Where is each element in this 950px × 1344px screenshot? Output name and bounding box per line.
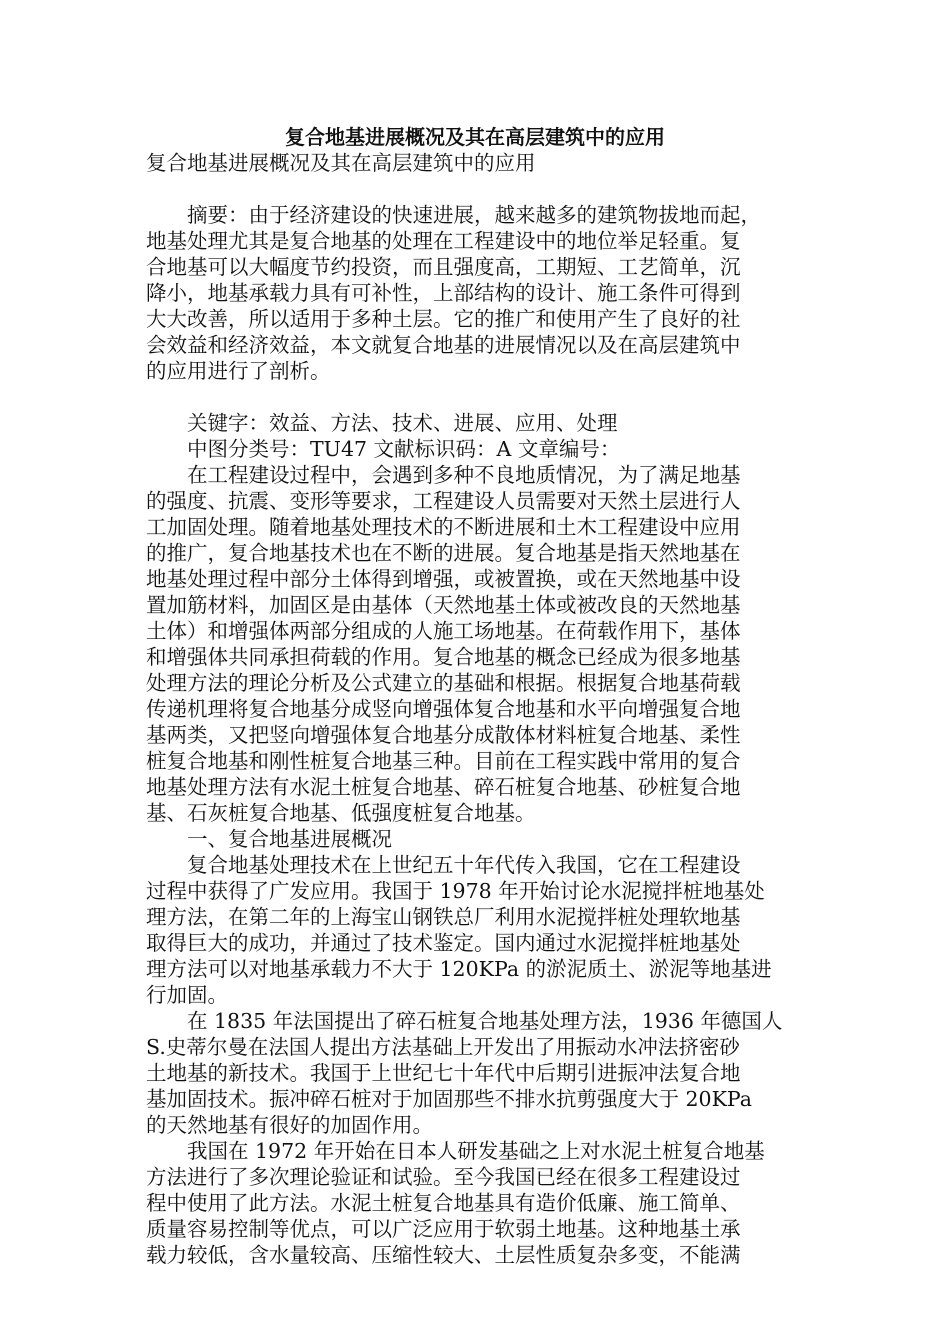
- classification-line: 中图分类号：TU47 文献标识码：A 文章编号：: [146, 437, 621, 461]
- body-line: 桩复合地基和刚性桩复合地基三种。目前在工程实践中常用的复合: [146, 749, 741, 773]
- subtitle-line: 复合地基进展概况及其在高层建筑中的应用: [146, 151, 536, 175]
- body-line: 过程中获得了广发应用。我国于 1978 年开始讨论水泥搅拌桩地基处: [146, 879, 765, 903]
- body-line: 理方法可以对地基承载力不大于 120KPa 的淤泥质土、淤泥等地基进: [146, 957, 772, 981]
- abstract-line: 大大改善，所以适用于多种土层。它的推广和使用产生了良好的社: [146, 307, 741, 331]
- body-line: S.史蒂尔曼在法国人提出方法基础上开发出了用振动水冲法挤密砂: [146, 1035, 740, 1059]
- body-line: 质量容易控制等优点，可以广泛应用于软弱土地基。这种地基土承: [146, 1217, 741, 1241]
- body-line: 地基处理过程中部分土体得到增强，或被置换，或在天然地基中设: [146, 567, 741, 591]
- body-line: 基加固技术。振冲碎石桩对于加固那些不排水抗剪强度大于 20KPa: [146, 1087, 753, 1111]
- body-line: 处理方法的理论分析及公式建立的基础和根据。根据复合地基荷载: [146, 671, 741, 695]
- body-line: 的推广，复合地基技术也在不断的进展。复合地基是指天然地基在: [146, 541, 741, 565]
- abstract-line: 地基处理尤其是复合地基的处理在工程建设中的地位举足轻重。复: [146, 229, 741, 253]
- body-line: 载力较低，含水量较高、压缩性较大、土层性质复杂多变，不能满: [146, 1243, 741, 1267]
- body-line: 传递机理将复合地基分成竖向增强体复合地基和水平向增强复合地: [146, 697, 741, 721]
- section-heading: 一、复合地基进展概况: [146, 827, 392, 851]
- body-line: 我国在 1972 年开始在日本人研发基础之上对水泥土桩复合地基: [146, 1139, 765, 1163]
- body-line: 复合地基处理技术在上世纪五十年代传入我国，它在工程建设: [146, 853, 741, 877]
- body-line: 基两类，又把竖向增强体复合地基分成散体材料桩复合地基、柔性: [146, 723, 741, 747]
- body-line: 的天然地基有很好的加固作用。: [146, 1113, 433, 1137]
- body-line: 行加固。: [146, 983, 228, 1007]
- body-line: 方法进行了多次理论验证和试验。至今我国已经在很多工程建设过: [146, 1165, 741, 1189]
- document-title: 复合地基进展概况及其在高层建筑中的应用: [285, 125, 665, 149]
- body-line: 地基处理方法有水泥土桩复合地基、碎石桩复合地基、砂桩复合地: [146, 775, 741, 799]
- body-line: 基、石灰桩复合地基、低强度桩复合地基。: [146, 801, 536, 825]
- abstract-line: 会效益和经济效益，本文就复合地基的进展情况以及在高层建筑中: [146, 333, 741, 357]
- body-line: 理方法，在第二年的上海宝山钢铁总厂利用水泥搅拌桩处理软地基: [146, 905, 741, 929]
- body-line: 在工程建设过程中，会遇到多种不良地质情况，为了满足地基: [146, 463, 741, 487]
- body-line: 土地基的新技术。我国于上世纪七十年代中后期引进振冲法复合地: [146, 1061, 741, 1085]
- abstract-line: 的应用进行了剖析。: [146, 359, 331, 383]
- body-line: 的强度、抗震、变形等要求，工程建设人员需要对天然土层进行人: [146, 489, 741, 513]
- body-line: 在 1835 年法国提出了碎石桩复合地基处理方法，1936 年德国人: [146, 1009, 783, 1033]
- keywords-line: 关键字：效益、方法、技术、进展、应用、处理: [146, 411, 618, 435]
- body-line: 置加筋材料，加固区是由基体（天然地基土体或被改良的天然地基: [146, 593, 741, 617]
- body-line: 和增强体共同承担荷载的作用。复合地基的概念已经成为很多地基: [146, 645, 741, 669]
- abstract-line: 摘要：由于经济建设的快速进展，越来越多的建筑物拔地而起，: [146, 203, 761, 227]
- body-line: 土体）和增强体两部分组成的人施工场地基。在荷载作用下，基体: [146, 619, 741, 643]
- body-line: 程中使用了此方法。水泥土桩复合地基具有造价低廉、施工简单、: [146, 1191, 741, 1215]
- body-line: 工加固处理。随着地基处理技术的不断进展和土木工程建设中应用: [146, 515, 741, 539]
- body-line: 取得巨大的成功，并通过了技术鉴定。国内通过水泥搅拌桩地基处: [146, 931, 741, 955]
- abstract-line: 降小，地基承载力具有可补性，上部结构的设计、施工条件可得到: [146, 281, 741, 305]
- abstract-line: 合地基可以大幅度节约投资，而且强度高，工期短、工艺简单，沉: [146, 255, 741, 279]
